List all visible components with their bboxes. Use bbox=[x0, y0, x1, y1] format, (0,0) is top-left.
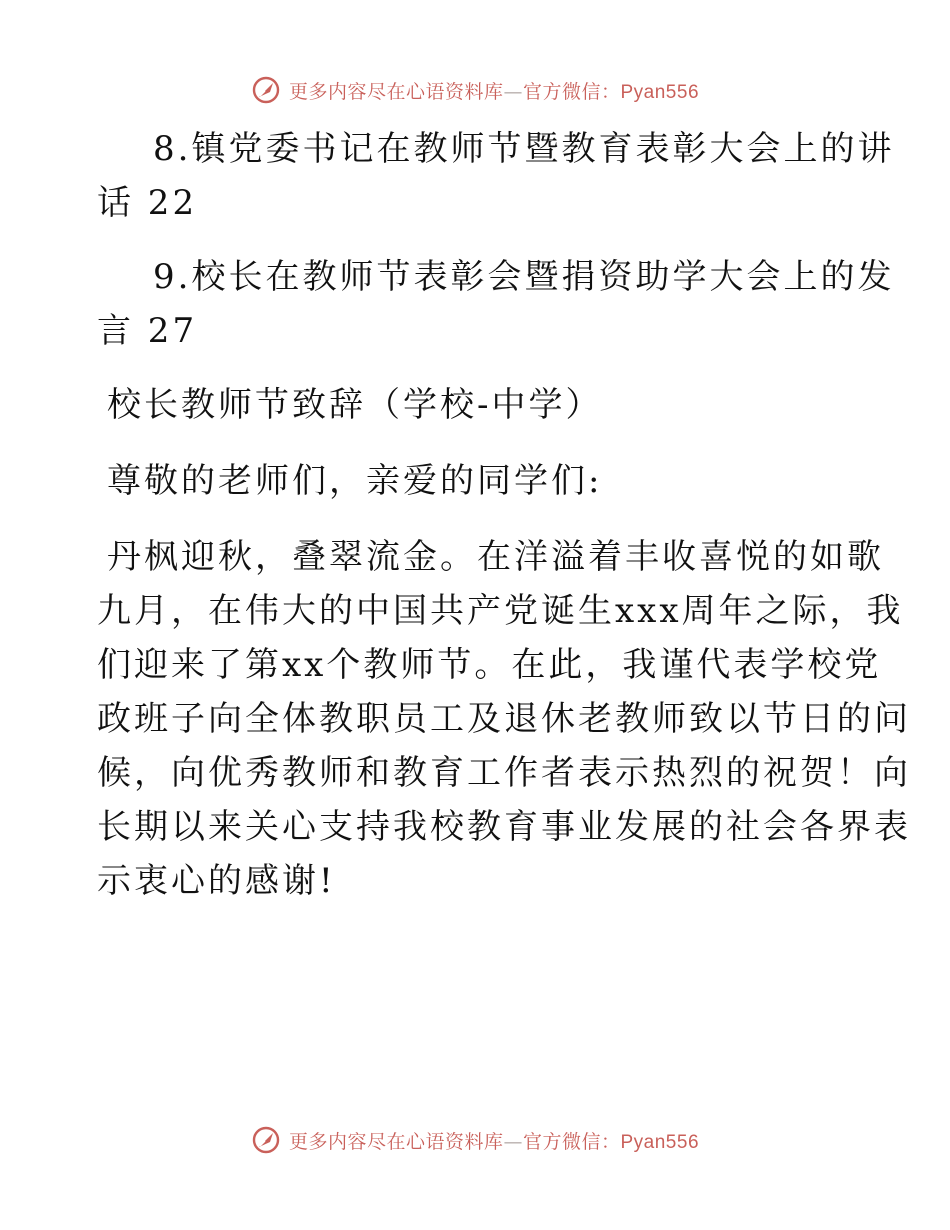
paragraph-line: 们迎来了第xx个教师节。在此，我谨代表学校党 bbox=[97, 645, 882, 685]
watermark-separator: — bbox=[503, 1130, 523, 1153]
watermark-wechat-label: 官方微信： bbox=[522, 80, 621, 103]
watermark-main: 更多内容尽在心语资料库 bbox=[288, 1130, 504, 1153]
footer-watermark bbox=[0, 1120, 950, 1160]
salutation: 尊敬的老师们，亲爱的同学们: bbox=[107, 461, 603, 501]
quill-logo-icon bbox=[251, 1125, 281, 1155]
paragraph bbox=[97, 530, 911, 908]
paragraph-line: 丹枫迎秋，叠翠流金。在洋溢着丰收喜悦的如歌 bbox=[107, 537, 884, 577]
paragraph-line: 政班子向全体教职员工及退休老教师致以节日的问 bbox=[97, 699, 911, 739]
watermark-wechat-id: Pyan556 bbox=[620, 81, 700, 103]
watermark-wechat-id: Pyan556 bbox=[620, 1131, 700, 1153]
toc-item-8-line2: 话 22 bbox=[97, 183, 198, 223]
header-watermark bbox=[0, 70, 950, 110]
paragraph-line: 长期以来关心支持我校教育事业发展的社会各界表 bbox=[97, 807, 911, 847]
paragraph-line: 九月，在伟大的中国共产党诞生xxx周年之际，我 bbox=[97, 591, 904, 631]
toc-item-8-line1: 8.镇党委书记在教师节暨教育表彰大会上的讲 bbox=[153, 129, 895, 169]
watermark-main: 更多内容尽在心语资料库 bbox=[288, 80, 504, 103]
watermark-separator: — bbox=[503, 80, 523, 103]
watermark-wechat-label: 官方微信： bbox=[522, 1130, 621, 1153]
article-title: 校长教师节致辞（学校-中学） bbox=[107, 385, 603, 425]
toc-item-9-line1: 9.校长在教师节表彰会暨捐资助学大会上的发 bbox=[153, 257, 895, 297]
paragraph-line: 示衷心的感谢! bbox=[97, 861, 336, 901]
watermark-text bbox=[289, 1127, 699, 1154]
watermark-text bbox=[289, 77, 699, 104]
paragraph-line: 候，向优秀教师和教育工作者表示热烈的祝贺！向 bbox=[97, 753, 911, 793]
document-body bbox=[97, 122, 911, 908]
toc-item-9-line2: 言 27 bbox=[97, 311, 198, 351]
quill-logo-icon bbox=[251, 75, 281, 105]
